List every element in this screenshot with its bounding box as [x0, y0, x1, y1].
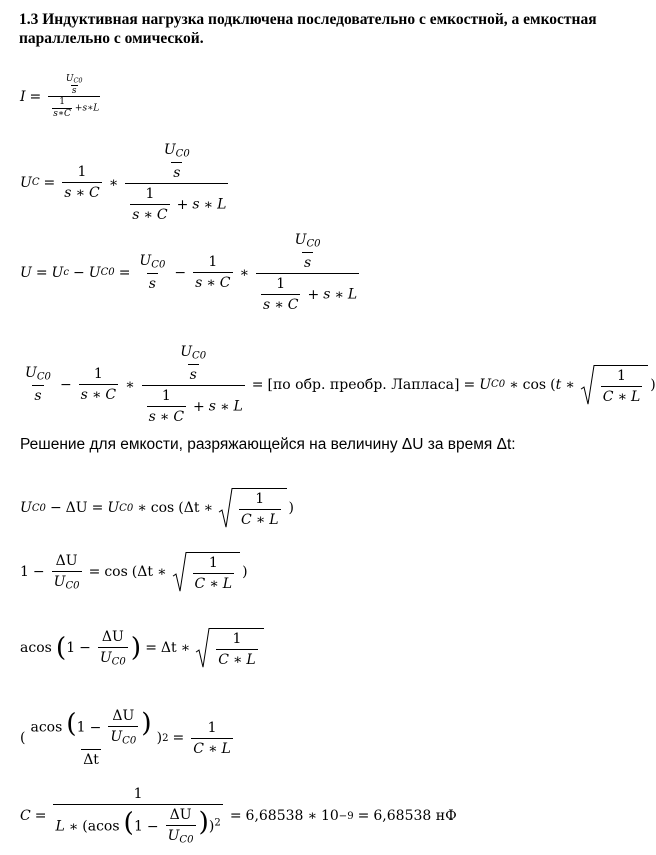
- math-token: ∗: [209, 576, 219, 593]
- fraction: [216, 631, 258, 668]
- math-token: +: [307, 286, 320, 303]
- symbol: U: [65, 74, 74, 84]
- math-token: ∗: [125, 376, 135, 393]
- math-token: ∗: [91, 387, 102, 404]
- math-token: C: [20, 808, 31, 825]
- square-root: [219, 488, 287, 528]
- symbol: I: [20, 88, 26, 105]
- math-token: U: [53, 573, 66, 590]
- math-token: 1: [207, 719, 217, 736]
- math-token: ): [130, 632, 142, 664]
- fraction: [52, 97, 72, 119]
- math-token: C: [173, 409, 185, 426]
- math-token: s: [304, 255, 312, 272]
- math-token: 1: [208, 555, 218, 571]
- math-token: L: [269, 512, 279, 529]
- math-token: ΔU: [112, 708, 135, 724]
- math-token: C: [156, 207, 168, 224]
- math-token: ∗: [75, 185, 85, 202]
- fraction: [53, 786, 222, 846]
- math-token: cos: [522, 376, 547, 393]
- math-token: U: [20, 264, 32, 281]
- fraction: [162, 142, 192, 181]
- math-token: ∗: [219, 398, 230, 415]
- math-token: C0: [100, 267, 115, 279]
- math-token: U: [163, 142, 176, 158]
- math-token: Δt: [137, 564, 154, 581]
- math-token: ): [141, 707, 152, 739]
- math-token: +: [193, 398, 205, 415]
- fraction: [52, 553, 82, 592]
- operator: ∗: [87, 103, 94, 114]
- math-token: acos: [87, 818, 120, 835]
- math-token: −: [146, 818, 159, 835]
- math-token: U: [107, 500, 120, 517]
- symbol: s: [82, 103, 88, 114]
- math-token: 1: [161, 388, 171, 405]
- fraction: [239, 491, 281, 528]
- math-token: ∗: [208, 740, 218, 757]
- math-token: =: [88, 564, 101, 581]
- square-root: [581, 365, 649, 405]
- equation-acos: [20, 628, 266, 668]
- symbol: C: [64, 108, 71, 119]
- fraction: [193, 555, 235, 592]
- fraction: [166, 807, 196, 846]
- operator: ∗: [108, 174, 119, 191]
- math-token: ): [288, 500, 294, 517]
- math-token: s: [323, 286, 331, 303]
- math-token: ∗: [203, 500, 213, 517]
- math-token: =: [463, 376, 476, 393]
- math-token: ∗: [239, 264, 250, 281]
- subscript: C: [31, 177, 40, 189]
- math-token: C: [240, 512, 252, 529]
- math-token: 1: [133, 786, 143, 802]
- operator: =: [29, 88, 42, 105]
- math-token: 1: [66, 640, 76, 657]
- math-token: U: [99, 649, 112, 666]
- square-root: [173, 552, 241, 592]
- math-token: L: [347, 286, 358, 303]
- math-token: ∗: [274, 297, 284, 314]
- math-token: s: [64, 185, 72, 202]
- math-token: L: [55, 818, 65, 835]
- math-token: s: [80, 387, 88, 404]
- fraction: [193, 254, 232, 291]
- math-token: s: [263, 297, 271, 314]
- math-token: ): [650, 376, 656, 393]
- fraction: [142, 344, 245, 425]
- math-token: −: [89, 719, 102, 736]
- math-token: ∗: [206, 275, 216, 292]
- math-token: s: [34, 388, 42, 405]
- math-token: Δt: [81, 749, 101, 768]
- math-token: =: [34, 808, 47, 825]
- math-token: Δt: [183, 500, 200, 517]
- equation-current: [20, 74, 103, 119]
- math-token: L: [246, 652, 256, 669]
- math-token: s: [148, 409, 156, 426]
- math-token: U: [479, 376, 491, 393]
- math-token: C0: [36, 371, 51, 383]
- bracket: ]: [453, 376, 460, 393]
- math-token: U: [294, 232, 307, 248]
- math-token: C0: [111, 656, 126, 668]
- symbol: s: [53, 108, 58, 119]
- math-token: C: [218, 652, 229, 669]
- math-token: C: [602, 388, 614, 405]
- fraction: [98, 629, 128, 668]
- math-token: ): [208, 818, 215, 835]
- math-token: =: [357, 808, 370, 825]
- math-token: 1: [232, 631, 242, 647]
- math-token: ): [198, 806, 209, 838]
- power-exponent: −9: [338, 810, 354, 822]
- power-base: 10: [320, 808, 339, 825]
- math-token: ΔU: [65, 500, 88, 517]
- math-token: U: [167, 828, 180, 845]
- math-token: −: [174, 264, 187, 281]
- math-token: C: [219, 275, 231, 292]
- math-token: −: [73, 264, 85, 281]
- math-token: acos: [20, 640, 52, 657]
- math-token: L: [222, 576, 233, 593]
- operator: ∗: [57, 108, 65, 119]
- result-value: 6,68538: [245, 808, 304, 825]
- math-token: 2: [214, 817, 221, 829]
- fraction: [256, 232, 359, 313]
- math-token: t: [555, 376, 562, 393]
- math-token: ∗: [617, 388, 627, 405]
- fraction: [261, 276, 300, 313]
- math-token: ∗: [68, 818, 79, 835]
- equation-capacitor-voltage: [20, 142, 231, 223]
- math-token: 1: [20, 564, 29, 581]
- math-token: ΔU: [55, 552, 78, 569]
- math-token: C: [287, 297, 299, 314]
- fraction: [601, 368, 643, 405]
- math-token: s: [148, 276, 156, 293]
- math-token: Δt: [160, 640, 177, 657]
- math-token: ∗: [157, 564, 167, 581]
- math-token: 1: [77, 164, 87, 181]
- math-token: 1: [76, 719, 86, 736]
- math-token: U: [20, 500, 32, 517]
- math-token: s: [192, 196, 200, 213]
- section-heading: 1.3 Индуктивная нагрузка подключена последовательно с емкостной, а емкостная параллельно с омической.: [19, 11, 597, 47]
- equation-laplace-inverse: [20, 344, 656, 425]
- math-token: =: [145, 640, 157, 657]
- math-token: ∗: [509, 376, 519, 393]
- fraction: [45, 74, 103, 119]
- math-token: ∗: [180, 640, 191, 657]
- math-token: 1: [255, 491, 265, 507]
- math-token: (: [82, 818, 88, 835]
- math-token: C: [105, 387, 117, 404]
- math-token: C0: [179, 834, 194, 846]
- math-token: U: [110, 729, 123, 746]
- math-token: 1: [93, 366, 103, 383]
- fraction: [137, 253, 167, 292]
- math-token: −: [59, 376, 72, 393]
- math-token: 1: [208, 254, 218, 271]
- symbol: L: [93, 103, 100, 114]
- math-token: U: [51, 264, 64, 281]
- operator: =: [43, 174, 56, 191]
- math-token: =: [91, 500, 104, 517]
- math-token: C0: [31, 502, 46, 514]
- fraction: [191, 720, 233, 757]
- math-token: ∗: [203, 196, 214, 213]
- discharge-note: Решение для емкости, разряжающейся на величину ΔU за время Δt:: [20, 436, 516, 453]
- math-token: c: [63, 267, 70, 279]
- math-token: s: [173, 165, 181, 182]
- math-token: ∗: [232, 652, 243, 669]
- math-token: ∗: [565, 376, 575, 393]
- math-token: (: [178, 500, 184, 517]
- math-token: 2: [162, 732, 169, 744]
- equation-squared: [20, 708, 236, 768]
- math-token: C0: [192, 350, 207, 362]
- math-token: C0: [122, 735, 137, 747]
- bracket: [: [267, 376, 273, 393]
- subscript: C0: [73, 76, 83, 85]
- math-token: L: [217, 196, 227, 213]
- math-token: =: [172, 730, 185, 747]
- math-token: L: [233, 398, 243, 415]
- fraction: [28, 708, 153, 768]
- math-token: (: [55, 632, 67, 664]
- equation-voltage-drop: [20, 488, 294, 528]
- math-token: ): [242, 564, 248, 581]
- math-token: C0: [119, 502, 134, 514]
- math-token: C0: [175, 148, 190, 160]
- fraction: [125, 142, 228, 223]
- math-token: C: [194, 576, 206, 593]
- math-token: ∗: [137, 500, 147, 517]
- equation-capacitance-result: [20, 786, 457, 846]
- math-token: =: [229, 808, 242, 825]
- symbol: s: [71, 86, 77, 97]
- math-token: U: [139, 253, 152, 270]
- laplace-text: по обр. преобр. Лапласа: [272, 376, 454, 393]
- fraction: [23, 365, 53, 404]
- math-token: ∗: [159, 409, 170, 426]
- math-token: (: [550, 376, 556, 393]
- equation-normalized: [20, 552, 248, 592]
- fraction: [62, 164, 101, 201]
- math-token: C: [193, 740, 204, 757]
- math-token: ∗: [307, 808, 317, 825]
- math-token: 1: [617, 367, 626, 384]
- math-token: ∗: [255, 512, 266, 529]
- math-token: acos: [30, 719, 63, 736]
- math-token: (: [66, 707, 77, 739]
- symbol: U: [20, 174, 32, 191]
- math-token: L: [221, 740, 231, 757]
- math-token: 1: [276, 276, 286, 293]
- math-token: ΔU: [101, 628, 124, 645]
- math-token: s: [208, 398, 216, 415]
- math-token: C0: [65, 580, 80, 592]
- fraction: [178, 344, 208, 383]
- math-token: U: [25, 365, 37, 382]
- operator: +: [74, 103, 83, 114]
- math-token: =: [35, 264, 48, 281]
- math-token: 1: [133, 818, 143, 835]
- math-token: s: [132, 207, 140, 224]
- math-token: (: [131, 564, 138, 581]
- math-token: (: [20, 730, 26, 747]
- math-token: C0: [306, 238, 321, 250]
- math-token: =: [251, 376, 264, 393]
- math-token: C0: [491, 379, 506, 391]
- square-root: [196, 628, 264, 668]
- math-token: −: [49, 500, 62, 517]
- math-token: C: [88, 185, 100, 202]
- result-in-nanofarads: 6,68538 нФ: [373, 808, 457, 825]
- fraction: [108, 708, 138, 747]
- math-token: L: [630, 388, 641, 405]
- math-token: +: [176, 196, 189, 213]
- math-token: ΔU: [169, 807, 192, 824]
- math-token: cos: [150, 500, 175, 517]
- math-token: (: [123, 806, 134, 838]
- number: 1: [59, 97, 65, 108]
- math-token: 1: [145, 186, 155, 203]
- math-token: =: [118, 264, 131, 281]
- fraction: [147, 388, 186, 425]
- math-token: ∗: [334, 286, 344, 303]
- math-token: U: [88, 264, 101, 281]
- math-token: cos: [104, 564, 128, 581]
- fraction: [293, 232, 323, 271]
- fraction: [65, 74, 84, 96]
- math-token: U: [180, 344, 193, 360]
- equation-total-voltage: [20, 232, 362, 313]
- math-token: −: [32, 564, 45, 581]
- math-token: −: [79, 640, 91, 657]
- math-token: C0: [151, 259, 166, 271]
- math-token: ): [156, 730, 163, 747]
- math-token: s: [195, 275, 203, 292]
- math-token: ∗: [143, 207, 153, 224]
- fraction: [79, 366, 118, 403]
- fraction: [130, 186, 169, 223]
- math-token: s: [189, 367, 197, 384]
- fraction: [48, 74, 100, 119]
